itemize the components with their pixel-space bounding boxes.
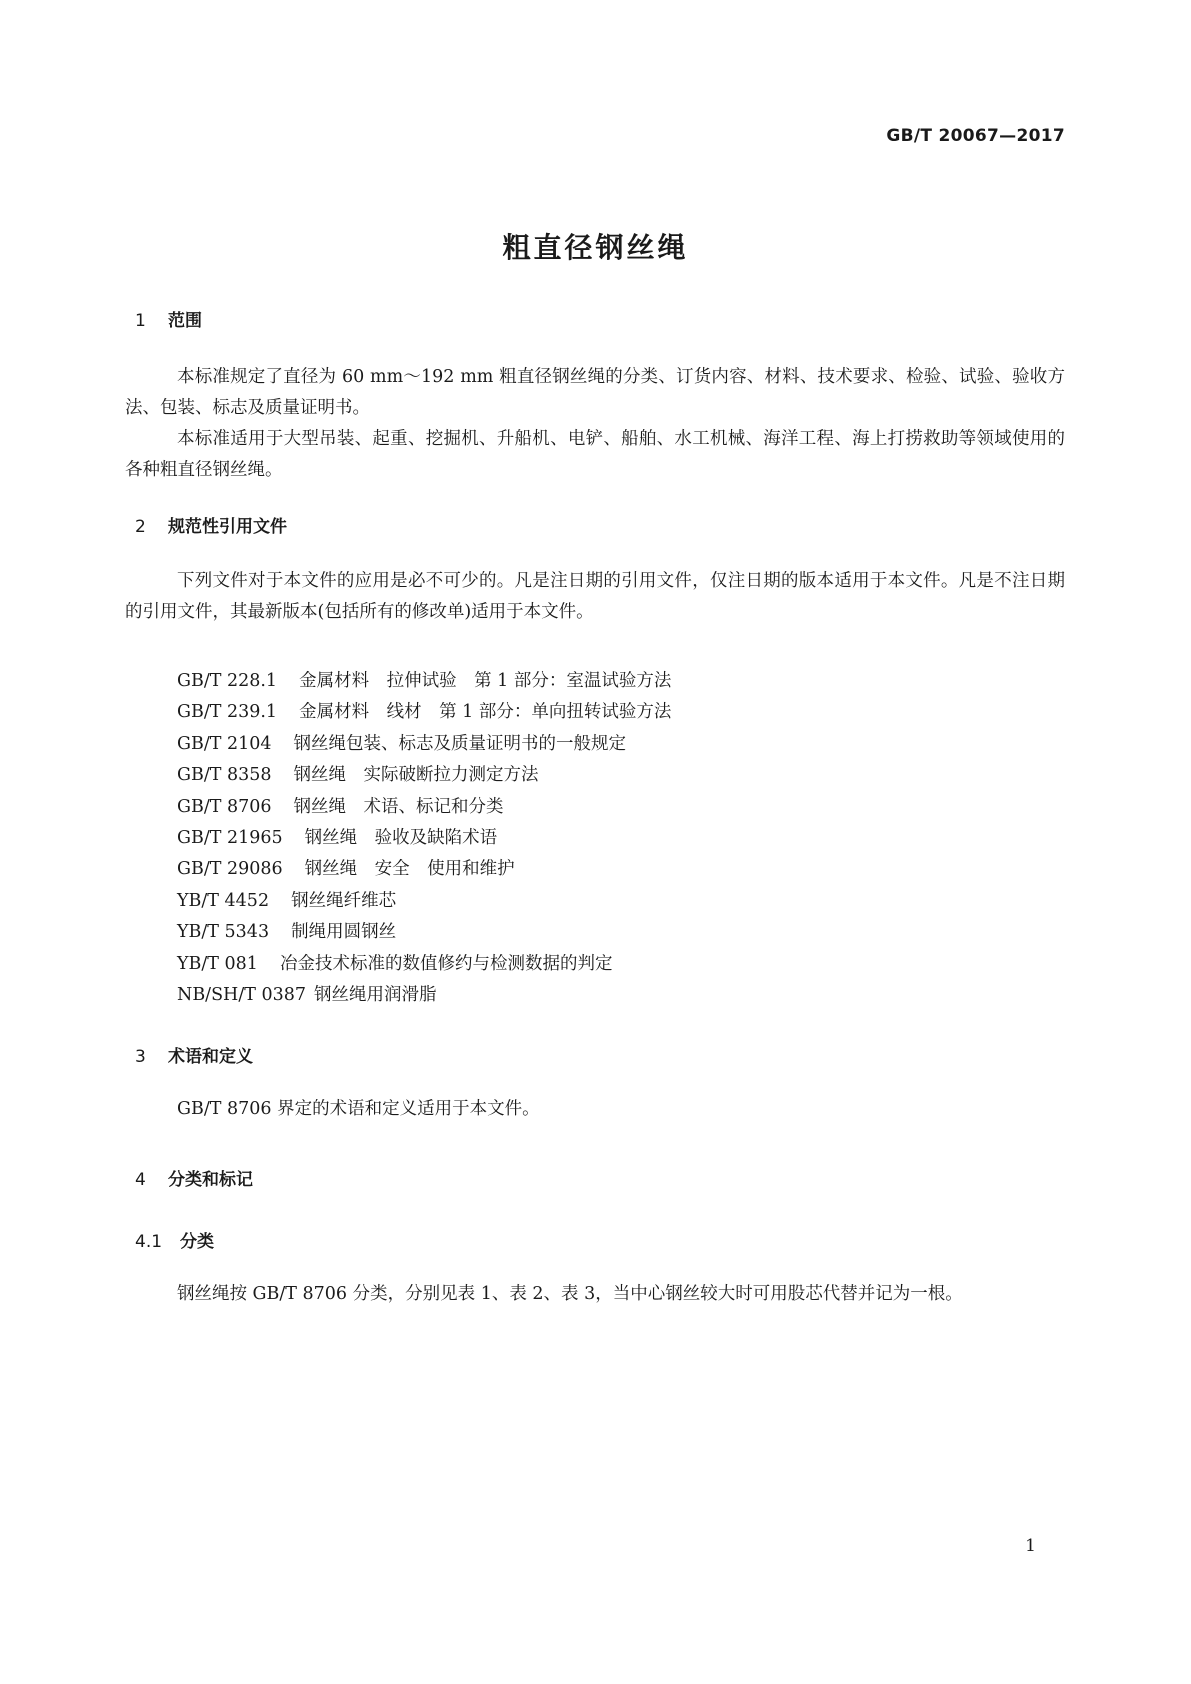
- document-title: 粗直径钢丝绳: [502, 231, 689, 264]
- normative-reference-list: [177, 666, 671, 1011]
- reference-title: 金属材料 拉伸试验 第 1 部分：室温试验方法: [299, 671, 672, 691]
- reference-code: YB/T 5343: [177, 922, 270, 943]
- reference-title: 钢丝绳纤维芯: [291, 890, 397, 911]
- section-number: 1: [135, 311, 146, 331]
- section-3-heading: [135, 1042, 253, 1067]
- section-1-heading: [135, 306, 202, 331]
- reference-code: GB/T 8706: [177, 796, 272, 817]
- section-number: 3: [135, 1047, 146, 1067]
- reference-item: [177, 729, 671, 760]
- reference-item: [177, 980, 671, 1011]
- reference-title: 冶金技术标准的数值修约与检测数据的判定: [279, 953, 613, 974]
- reference-item: [177, 854, 671, 885]
- reference-item: [177, 949, 671, 980]
- reference-code: YB/T 081: [177, 953, 258, 974]
- section-title: 范围: [168, 311, 202, 331]
- section-4-heading: [135, 1165, 253, 1190]
- reference-code: GB/T 8358: [177, 765, 272, 786]
- section-3-paragraph: GB/T 8706 界定的术语和定义适用于本文件。: [177, 1099, 540, 1119]
- reference-title: 钢丝绳包装、标志及质量证明书的一般规定: [293, 733, 627, 754]
- section-2-intro: 下列文件对于本文件的应用是必不可少的。凡是注日期的引用文件，仅注日期的版本适用于本文件。凡是不注日期的引用文件，其最新版本(包括所有的修改单)适用于本文件。: [125, 571, 1065, 622]
- reference-item: [177, 823, 671, 854]
- reference-title: 钢丝绳 术语、标记和分类: [293, 796, 504, 817]
- reference-title: 制绳用圆钢丝: [291, 922, 397, 943]
- section-4-1-heading: [135, 1227, 214, 1252]
- reference-item: [177, 886, 671, 917]
- reference-item: [177, 917, 671, 948]
- section-2-heading: [135, 512, 287, 537]
- reference-title: 钢丝绳用润滑脂: [314, 985, 437, 1006]
- section-1-paragraph-1: 本标准规定了直径为 60 mm～192 mm 粗直径钢丝绳的分类、订货内容、材料、技术要求、检验、试验、验收方法、包装、标志及质量证明书。: [125, 367, 1065, 418]
- reference-item: [177, 697, 671, 728]
- reference-title: 金属材料 线材 第 1 部分：单向扭转试验方法: [299, 702, 672, 723]
- section-title: 分类: [180, 1232, 214, 1252]
- section-title: 分类和标记: [168, 1170, 253, 1190]
- reference-item: [177, 666, 671, 697]
- reference-code: NB/SH/T 0387: [177, 985, 306, 1006]
- reference-item: [177, 760, 671, 791]
- section-number: 4: [135, 1170, 146, 1190]
- reference-code: GB/T 228.1: [177, 671, 278, 691]
- reference-code: GB/T 21965: [177, 828, 283, 849]
- section-number: 2: [135, 517, 146, 537]
- standard-code: GB/T 20067—2017: [886, 126, 1065, 146]
- reference-code: GB/T 2104: [177, 733, 272, 754]
- section-title: 术语和定义: [168, 1047, 253, 1067]
- reference-code: GB/T 239.1: [177, 702, 278, 723]
- reference-title: 钢丝绳 验收及缺陷术语: [304, 828, 498, 849]
- section-number: 4.1: [135, 1232, 163, 1252]
- section-4-1-paragraph: 钢丝绳按 GB/T 8706 分类，分别见表 1、表 2、表 3，当中心钢丝较大时可用股芯代替并记为一根。: [177, 1284, 963, 1304]
- reference-code: YB/T 4452: [177, 890, 270, 911]
- reference-title: 钢丝绳 实际破断拉力测定方法: [293, 765, 539, 786]
- reference-item: [177, 792, 671, 823]
- section-title: 规范性引用文件: [168, 517, 287, 537]
- reference-title: 钢丝绳 安全 使用和维护: [304, 859, 515, 880]
- page-number: 1: [1025, 1536, 1036, 1556]
- section-1-paragraph-2: 本标准适用于大型吊装、起重、挖掘机、升船机、电铲、船舶、水工机械、海洋工程、海上打捞救助等领域使用的各种粗直径钢丝绳。: [125, 429, 1065, 480]
- reference-code: GB/T 29086: [177, 859, 283, 880]
